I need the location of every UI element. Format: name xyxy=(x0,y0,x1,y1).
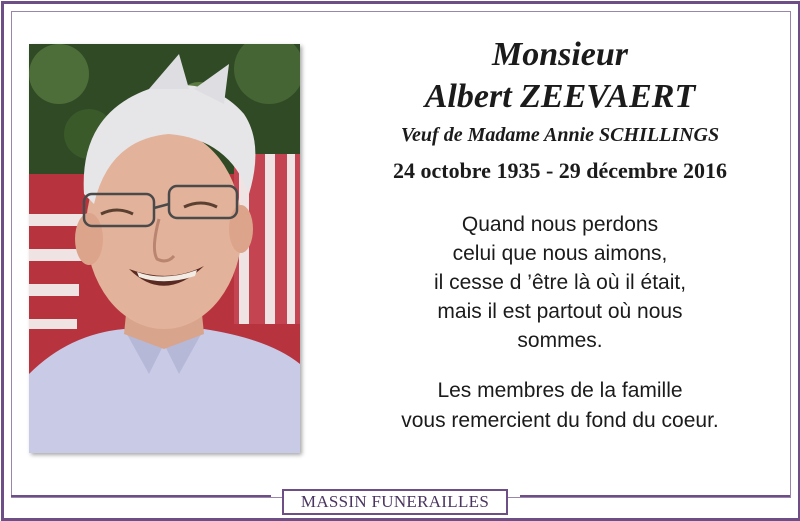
funeral-home-label: MASSIN FUNERAILLES xyxy=(282,489,508,515)
poem-line: celui que nous aimons, xyxy=(452,242,668,265)
spouse-line: Veuf de Madame Annie SCHILLINGS xyxy=(400,124,720,146)
thanks-line: vous remercient du fond du coeur. xyxy=(401,409,719,432)
thanks-line: Les membres de la famille xyxy=(437,379,683,402)
honorific: Monsieur xyxy=(491,36,629,73)
footer-rule-left xyxy=(11,495,271,497)
memorial-poem xyxy=(330,210,790,355)
poem-line: Quand nous perdons xyxy=(461,213,659,236)
poem-line: mais il est partout où nous xyxy=(437,300,683,323)
life-dates: 24 octobre 1935 - 29 décembre 2016 xyxy=(392,158,727,183)
family-thanks xyxy=(330,376,790,436)
footer-rule-right xyxy=(520,495,790,497)
portrait-photo xyxy=(29,44,300,453)
poem-line: sommes. xyxy=(517,329,603,352)
notice-text xyxy=(330,34,790,436)
poem-line: il cesse d ’être là où il était, xyxy=(433,271,687,294)
deceased-name: Albert ZEEVAERT xyxy=(424,78,696,115)
